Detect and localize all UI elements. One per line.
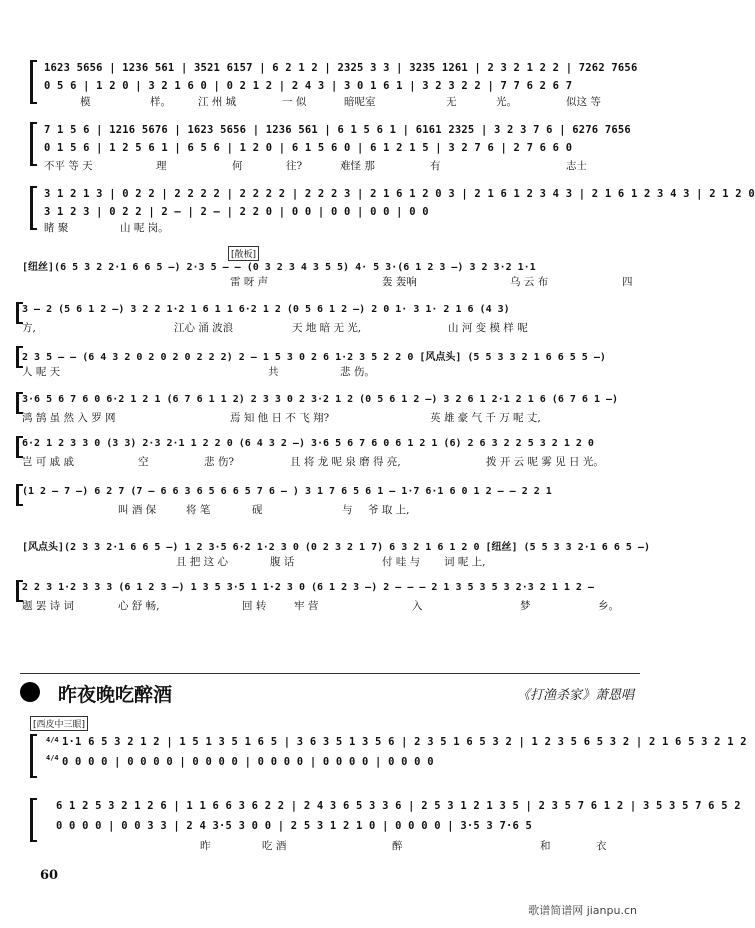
score-line [0, 580, 655, 614]
notation-line: 3 — 2 (5 6 1 2 —) 3 2 2 1·2 1 6 1 1 6·2 1 2 (0 5 6 1 2 —) 2 0 1· 3 1· 2 1 6 (4 3) [22, 304, 510, 315]
score-system-5 [0, 796, 741, 856]
notation-line: [纽丝](6 5 3 2 2·1 6 6 5 —) 2·3 5 — — (0 3 2 3 4 3 5 5) 4· 5 3·(6 1 2 3 —) 3 2 3·2 1·1 [22, 262, 536, 273]
lyric: 无 [446, 96, 457, 108]
notation-line: 6·2 1 2 3 3 0 (3 3) 2·3 2·1 1 2 2 0 (6 4 3 2 —) 3·6 5 6 7 6 0 6 1 2 1 (6) 2 6 3 2 2 5 3 2 1 2 0 [22, 438, 594, 449]
staff-lower: 0 5 6 | 1 2 0 | 3 2 1 6 0 | 0 2 1 2 | 2 4 3 | 3 0 1 6 1 | 3 2 3 2 2 | 7 7 6 2 6 7 [44, 80, 573, 92]
staff-upper: 7 1 5 6 | 1216 5676 | 1623 5656 | 1236 561 | 6 1 5 6 1 | 6161 2325 | 3 2 3 7 6 | 6276 7656 [44, 124, 631, 136]
lyric: 似这 等 [566, 96, 601, 108]
lyric: 江 州 城 [198, 96, 237, 108]
lyric: 人 呢 天 [22, 366, 61, 378]
notation-line: 3·6 5 6 7 6 0 6·2 1 2 1 (6 7 6 1 1 2) 2 3 3 0 2 3·2 1 2 (0 5 6 1 2 —) 3 2 6 1 2·1 2 1 6 (6 7 6 1 —) [22, 394, 619, 405]
lyric: 乌 云 布 [510, 276, 549, 288]
song-header [14, 676, 640, 710]
staff-lower: 0 1 5 6 | 1 2 5 6 1 | 6 5 6 | 1 2 0 | 6 1 5 6 0 | 6 1 2 1 5 | 3 2 7 6 | 2 7 6 6 0 [44, 142, 573, 154]
staff-upper: 1623 5656 | 1236 561 | 3521 6157 | 6 2 1 2 | 2325 3 3 | 3235 1261 | 2 3 2 1 2 2 | 7262 7656 [44, 62, 638, 74]
staff-lower: 3 1 2 3 | 0 2 2 | 2 — | 2 — | 2 2 0 | 0 0 | 0 0 | 0 0 | 0 0 [44, 206, 429, 218]
lyric: 空 [138, 456, 149, 468]
lyric: 江心 涌 波浪 [174, 322, 234, 334]
lyric: 牢 营 [294, 600, 319, 612]
notation-line: 2 2 3 1·2 3 3 3 (6 1 2 3 —) 1 3 5 3·5 1 1·2 3 0 (6 1 2 3 —) 2 — — — 2 1 3 5 3 5 3 2·3 2 1 1 2 — [22, 582, 594, 593]
lyric: 乡。 [598, 600, 619, 612]
time-signature: 4/4 [46, 736, 59, 744]
lyric: 且 将 龙 呢 泉 磨 得 亮, [290, 456, 401, 468]
staff-lower: 0 0 0 0 | 0 0 0 0 | 0 0 0 0 | 0 0 0 0 | 0 0 0 0 | 0 0 0 0 [62, 756, 434, 768]
lyric: 轰 轰响 [382, 276, 417, 288]
lyric: 吃 酒 [262, 840, 287, 852]
lyric: 一 似 [282, 96, 307, 108]
song-title: 昨夜晚吃醉酒 [58, 684, 173, 706]
lyric: 有 [430, 160, 441, 172]
lyric: 不平 等 天 [44, 160, 93, 172]
lyric: 岂 可 戚 戚 [22, 456, 75, 468]
notation-line: 2 3 5 — — (6 4 3 2 0 2 0 2 0 2 2 2) 2 — 1 5 3 0 2 6 1·2 3 5 2 2 0 [风点头] (5 5 3 3 2 1 6 6 5 5 —) [22, 352, 606, 363]
lyric: 何 [232, 160, 243, 172]
lyric: 理 [156, 160, 167, 172]
song-source: 《打渔杀家》萧恩唱 [516, 688, 634, 703]
lyric: 英 雄 豪 气 千 万 呢 丈, [430, 412, 541, 424]
lyric: 暗呢室 [344, 96, 376, 108]
section-tag: [西皮中三眼] [30, 716, 88, 731]
lyric: 入 [412, 600, 423, 612]
staff-lower: 0 0 0 0 | 0 0 3 3 | 2 4 3·5 3 0 0 | 2 5 3 1 2 1 0 | 0 0 0 0 | 3·5 3 7·6 5 [56, 820, 533, 832]
system-bracket [30, 186, 37, 230]
lyric: 悲 伤? [204, 456, 234, 468]
score-system-1 [0, 56, 655, 106]
lyric: 付 哇 与 [382, 556, 421, 568]
score-line [0, 392, 655, 426]
lyric: 昨 [200, 840, 211, 852]
lyric: 与 [342, 504, 353, 516]
lyric: 睹 聚 [44, 222, 69, 234]
score-line [0, 302, 655, 336]
lyric: 样。 [150, 96, 171, 108]
lyric: 难怪 那 [340, 160, 375, 172]
bullet-icon [20, 682, 40, 702]
section-tag: [散板] [228, 246, 259, 261]
lyric: 焉 知 他 日 不 飞 翔? [230, 412, 330, 424]
lyric: 志士 [566, 160, 587, 172]
lyric: 和 [540, 840, 551, 852]
lyric: 将 笔 [186, 504, 211, 516]
lyric: 模 [80, 96, 91, 108]
lyric: 词 呢 上, [444, 556, 486, 568]
watermark: 歌谱简谱网 jianpu.cn [528, 904, 637, 917]
notation-line: [风点头](2 3 3 2·1 6 6 5 —) 1 2 3·5 6·2 1·2 3 0 (0 2 3 2 1 7) 6 3 2 1 6 1 2 0 [纽丝] (5 5 3 3 2·1 6 6 5 —) [22, 542, 650, 553]
lyric: 光。 [496, 96, 517, 108]
score-line [0, 258, 655, 288]
score-line [0, 536, 655, 570]
lyric: 醉 [392, 840, 403, 852]
score-line [0, 346, 655, 380]
lyric: 衣 [596, 840, 607, 852]
score-system-3 [0, 182, 755, 234]
lyric: 砚 [252, 504, 263, 516]
staff-upper: 3 1 2 1 3 | 0 2 2 | 2 2 2 2 | 2 2 2 2 | 2 2 2 3 | 2 1 6 1 2 0 3 | 2 1 6 1 2 3 4 3 | 2 1 6 1 2 3 4 3 | 2 1 2 0 [44, 188, 755, 200]
lyric: 腹 话 [270, 556, 295, 568]
lyric: 共 [268, 366, 279, 378]
system-bracket [30, 798, 37, 842]
lyric: 心 舒 畅, [118, 600, 160, 612]
notation-line: (1 2 — 7 —) 6 2 7 (7 — 6 6 3 6 5 6 6 5 7 6 — ) 3 1 7 6 5 6 1 — 1·7 6·1 6 0 1 2 — — 2 2 1 [22, 486, 552, 497]
time-signature: 4/4 [46, 754, 59, 762]
system-bracket [30, 122, 37, 166]
lyric: 鸿 鹄 虽 然 入 罗 网 [22, 412, 116, 424]
lyric: 叫 酒 保 [118, 504, 157, 516]
lyric: 山 呢 岗。 [120, 222, 169, 234]
lyric: 往? [286, 160, 303, 172]
system-bracket [30, 734, 37, 778]
lyric: 且 把 这 心 [176, 556, 229, 568]
lyric: 梦 [520, 600, 531, 612]
lyric: 方, [22, 322, 36, 334]
score-system-4 [0, 732, 747, 778]
staff-upper: 6 1 2 5 3 2 1 2 6 | 1 1 6 6 3 6 2 2 | 2 4 3 6 5 3 3 6 | 2 5 3 1 2 1 3 5 | 2 3 5 7 6 1 2 | 3 5 3 5 7 6 5 2 [56, 800, 741, 812]
lyric: 雷 呀 声 [230, 276, 269, 288]
page-number: 60 [40, 868, 59, 883]
lyric: 题 罢 诗 词 [22, 600, 75, 612]
lyric: 山 河 变 模 样 呢 [448, 322, 528, 334]
score-line [0, 484, 655, 518]
score-system-2 [0, 118, 655, 172]
lyric: 爷 取 上, [368, 504, 410, 516]
lyric: 天 地 暗 无 光, [292, 322, 362, 334]
lyric: 拨 开 云 呢 雾 见 日 光。 [486, 456, 604, 468]
divider [20, 673, 640, 674]
system-bracket [30, 60, 37, 104]
score-line [0, 436, 655, 470]
lyric: 四 [622, 276, 633, 288]
lyric: 回 转 [242, 600, 267, 612]
staff-upper: 1·1 6 5 3 2 1 2 | 1 5 1 3 5 1 6 5 | 3 6 3 5 1 3 5 6 | 2 3 5 1 6 5 3 2 | 1 2 3 5 6 5 3 2 | 2 1 6 5 3 2 1 2 [62, 736, 747, 748]
lyric: 悲 伤。 [340, 366, 375, 378]
